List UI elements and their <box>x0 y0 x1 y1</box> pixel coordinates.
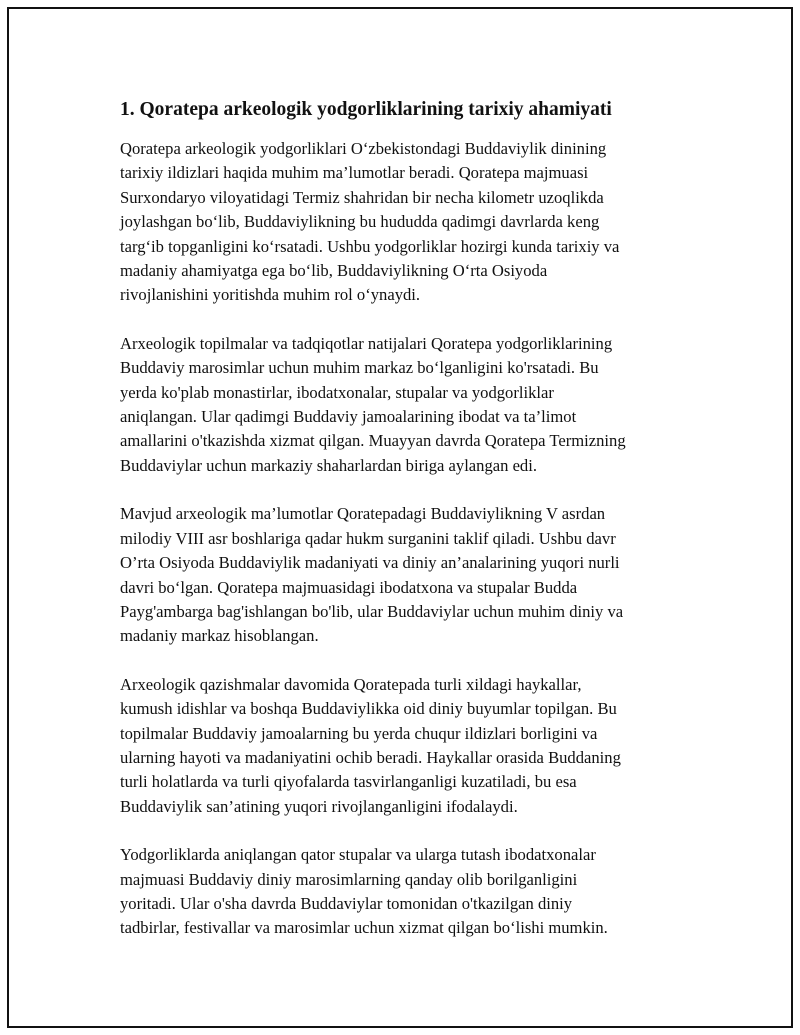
paragraph-line: madaniy ahamiyatga ega bo‘lib, Buddaviylikning O‘rta Osiyoda <box>120 261 548 281</box>
page-frame <box>7 7 793 1028</box>
paragraphs-container <box>120 137 690 941</box>
paragraph-line: yerda ko'plab monastirlar, ibodatxonalar, stupalar va yodgorliklar <box>120 382 554 402</box>
paragraph-line: Arxeologik topilmalar va tadqiqotlar natijalari Qoratepa yodgorliklarining <box>120 333 613 353</box>
paragraph-4 <box>120 673 690 819</box>
paragraph-line: yoritadi. Ular o'sha davrda Buddaviylar tomonidan o'tkazilgan diniy <box>120 893 573 913</box>
paragraph-line: Buddaviylar uchun markaziy shaharlardan biriga aylangan edi. <box>120 455 537 475</box>
paragraph-line: Surxondaryo viloyatidagi Termiz shahridan bir necha kilometr uzoqlikda <box>120 187 604 207</box>
paragraph-5 <box>120 843 690 941</box>
paragraph-line: tadbirlar, festivallar va marosimlar uchun xizmat qilgan bo‘lishi mumkin. <box>120 918 608 938</box>
paragraph-line: kumush idishlar va boshqa Buddaviylikka oid diniy buyumlar topilgan. Bu <box>120 699 617 719</box>
paragraph-line: davri bo‘lgan. Qoratepa majmuasidagi ibodatxona va stupalar Budda <box>120 577 578 597</box>
paragraph-3 <box>120 502 690 648</box>
paragraph-line: Yodgorliklarda aniqlangan qator stupalar va ularga tutash ibodatxonalar <box>120 845 596 865</box>
paragraph-line: turli holatlarda va turli qiyofalarda tasvirlanganligi kuzatiladi, bu esa <box>120 772 577 792</box>
section-title: 1. Qoratepa arkeologik yodgorliklarining tarixiy ahamiyati <box>120 99 612 120</box>
paragraph-line: Payg'ambarga bag'ishlangan bo'lib, ular Buddaviylar uchun muhim diniy va <box>120 601 624 621</box>
paragraph-1 <box>120 137 690 308</box>
paragraph-line: joylashgan bo‘lib, Buddaviylikning bu hududda qadimgi davrlarda keng <box>120 212 600 232</box>
paragraph-line: Buddaviylik san’atining yuqori rivojlanganligini ifodalaydi. <box>120 796 518 816</box>
paragraph-line: Arxeologik qazishmalar davomida Qoratepada turli xildagi haykallar, <box>120 674 582 694</box>
paragraph-line: madaniy markaz hisoblangan. <box>120 626 319 646</box>
paragraph-line: topilmalar Buddaviy jamoalarning bu yerda chuqur ildizlari borligini va <box>120 723 598 743</box>
paragraph-2 <box>120 332 690 478</box>
paragraph-line: aniqlangan. Ular qadimgi Buddaviy jamoalarining ibodat va ta’limot <box>120 407 577 427</box>
paragraph-line: Mavjud arxeologik ma’lumotlar Qoratepadagi Buddaviylikning V asrdan <box>120 504 606 524</box>
paragraph-line: rivojlanishini yoritishda muhim rol o‘ynaydi. <box>120 285 421 305</box>
paragraph-line: amallarini o'tkazishda xizmat qilgan. Muayyan davrda Qoratepa Termizning <box>120 431 626 451</box>
paragraph-line: O’rta Osiyoda Buddaviylik madaniyati va diniy an’analarining yuqori nurli <box>120 553 620 573</box>
document-body <box>120 97 690 965</box>
paragraph-line: tarixiy ildizlari haqida muhim ma’lumotlar beradi. Qoratepa majmuasi <box>120 163 589 183</box>
paragraph-line: targ‘ib topganligini ko‘rsatadi. Ushbu yodgorliklar hozirgi kunda tarixiy va <box>120 236 620 256</box>
paragraph-line: milodiy VIII asr boshlariga qadar hukm surganini taklif qiladi. Ushbu davr <box>120 528 616 548</box>
paragraph-line: ularning hayoti va madaniyatini ochib beradi. Haykallar orasida Buddaning <box>120 747 621 767</box>
paragraph-line: Qoratepa arkeologik yodgorliklari O‘zbekistondagi Buddaviylik dinining <box>120 139 607 158</box>
paragraph-line: majmuasi Buddaviy diniy marosimlarning qanday olib borilganligini <box>120 869 578 889</box>
paragraph-line: Buddaviy marosimlar uchun muhim markaz bo‘lganligini ko'rsatadi. Bu <box>120 358 599 378</box>
